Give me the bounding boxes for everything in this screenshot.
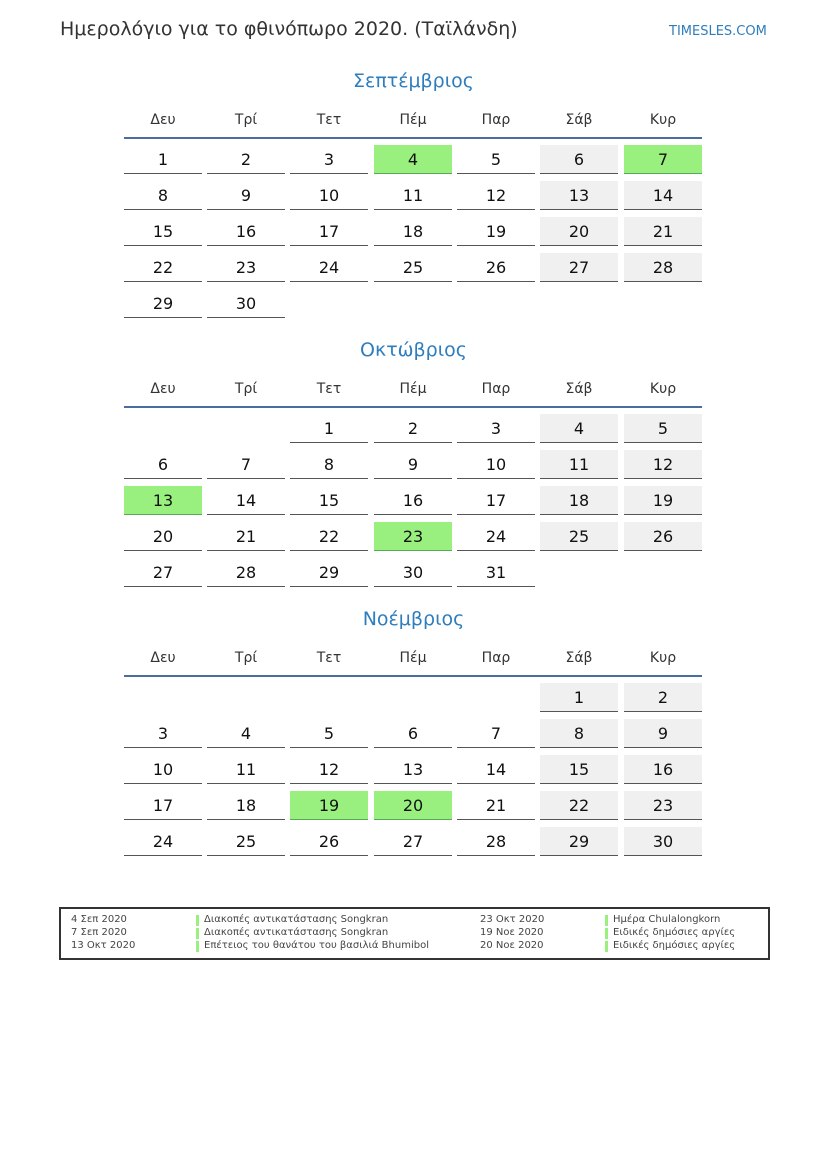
- day-cell: 21: [457, 791, 535, 820]
- weekday-label: Τρί: [234, 650, 258, 666]
- weekday-label: Δευ: [150, 381, 176, 397]
- day-cell: 21: [624, 217, 702, 246]
- day-cell: 25: [207, 827, 285, 856]
- legend-holiday-name: Ημέρα Chulalongkorn: [613, 914, 721, 925]
- day-cell: 23: [207, 253, 285, 282]
- day-cell: 17: [290, 217, 368, 246]
- legend-date: 20 Νοε 2020: [480, 940, 544, 951]
- day-cell: 26: [624, 522, 702, 551]
- month-title: Νοέμβριος: [362, 608, 465, 630]
- day-cell: 4: [540, 414, 618, 443]
- day-cell: 16: [624, 755, 702, 784]
- holiday-color-bar: [196, 941, 199, 952]
- day-cell: 16: [207, 217, 285, 246]
- weekday-label: Κυρ: [649, 381, 677, 397]
- day-cell: 7: [457, 719, 535, 748]
- weekday-label: Κυρ: [649, 112, 677, 128]
- day-cell: 3: [457, 414, 535, 443]
- day-cell: 27: [540, 253, 618, 282]
- day-cell: 15: [124, 217, 202, 246]
- day-cell: 12: [624, 450, 702, 479]
- day-cell: 7: [207, 450, 285, 479]
- page-title: Ημερολόγιο για το φθινόπωρο 2020. (Ταϊλάνδη): [60, 18, 518, 40]
- day-cell: 28: [207, 558, 285, 587]
- day-cell: 5: [457, 145, 535, 174]
- day-cell: 12: [290, 755, 368, 784]
- day-cell: 21: [207, 522, 285, 551]
- day-cell: 8: [124, 181, 202, 210]
- day-cell: 6: [374, 719, 452, 748]
- weekday-label: Δευ: [150, 650, 176, 666]
- holiday-day-cell: 23: [374, 522, 452, 551]
- holiday-legend: [59, 907, 770, 960]
- day-cell: 17: [457, 486, 535, 515]
- weekday-header: [124, 381, 702, 399]
- day-cell: 19: [457, 217, 535, 246]
- day-cell: 6: [540, 145, 618, 174]
- day-cell: 1: [540, 683, 618, 712]
- weekday-label: Δευ: [150, 112, 176, 128]
- weekday-label: Τρί: [234, 112, 258, 128]
- day-cell: 5: [290, 719, 368, 748]
- day-cell: 14: [624, 181, 702, 210]
- day-cell: 22: [124, 253, 202, 282]
- day-cell: 14: [207, 486, 285, 515]
- day-cell: 10: [124, 755, 202, 784]
- day-cell: 14: [457, 755, 535, 784]
- day-cell: 29: [540, 827, 618, 856]
- holiday-day-cell: 13: [124, 486, 202, 515]
- day-cell: 1: [124, 145, 202, 174]
- day-cell: 25: [540, 522, 618, 551]
- day-cell: 28: [457, 827, 535, 856]
- weekday-header: [124, 112, 702, 130]
- day-cell: 10: [457, 450, 535, 479]
- weekday-label: Τετ: [316, 381, 342, 397]
- weekday-header: [124, 650, 702, 668]
- day-cell: 8: [540, 719, 618, 748]
- legend-date: 13 Οκτ 2020: [71, 940, 136, 951]
- holiday-day-cell: 20: [374, 791, 452, 820]
- day-cell: 13: [540, 181, 618, 210]
- day-cell: 29: [124, 289, 202, 318]
- holiday-color-bar: [196, 928, 199, 939]
- day-cell: 29: [290, 558, 368, 587]
- day-cell: 5: [624, 414, 702, 443]
- day-cell: 19: [624, 486, 702, 515]
- holiday-day-cell: 7: [624, 145, 702, 174]
- weekday-label: Παρ: [481, 381, 511, 397]
- day-cell: 12: [457, 181, 535, 210]
- day-cell: 30: [374, 558, 452, 587]
- day-cell: 15: [540, 755, 618, 784]
- legend-date: 4 Σεπ 2020: [71, 914, 127, 925]
- holiday-day-cell: 19: [290, 791, 368, 820]
- day-cell: 8: [290, 450, 368, 479]
- day-cell: 1: [290, 414, 368, 443]
- weekday-label: Σάβ: [565, 650, 593, 666]
- day-cell: 6: [124, 450, 202, 479]
- day-cell: 24: [457, 522, 535, 551]
- day-cell: 22: [540, 791, 618, 820]
- holiday-color-bar: [605, 915, 608, 926]
- legend-date: 19 Νοε 2020: [480, 927, 544, 938]
- month-title: Οκτώβριος: [360, 339, 467, 361]
- weekday-label: Σάβ: [565, 381, 593, 397]
- holiday-color-bar: [605, 941, 608, 952]
- weekday-label: Πέμ: [399, 381, 427, 397]
- day-cell: 15: [290, 486, 368, 515]
- day-cell: 16: [374, 486, 452, 515]
- month-title: Σεπτέμβριος: [353, 70, 474, 92]
- day-cell: 9: [624, 719, 702, 748]
- day-cell: 26: [457, 253, 535, 282]
- day-cell: 30: [207, 289, 285, 318]
- day-cell: 24: [290, 253, 368, 282]
- day-cell: 11: [540, 450, 618, 479]
- weekday-label: Τετ: [316, 112, 342, 128]
- day-cell: 25: [374, 253, 452, 282]
- day-cell: 20: [540, 217, 618, 246]
- weekday-label: Σάβ: [565, 112, 593, 128]
- day-cell: 13: [374, 755, 452, 784]
- day-cell: 31: [457, 558, 535, 587]
- day-cell: 18: [207, 791, 285, 820]
- holiday-color-bar: [605, 928, 608, 939]
- day-cell: 23: [624, 791, 702, 820]
- day-cell: 27: [374, 827, 452, 856]
- day-cell: 9: [207, 181, 285, 210]
- header-rule: [124, 137, 702, 139]
- day-cell: 26: [290, 827, 368, 856]
- weekday-label: Παρ: [481, 112, 511, 128]
- legend-holiday-name: Ειδικές δημόσιες αργίες: [613, 927, 736, 938]
- legend-date: 23 Οκτ 2020: [480, 914, 545, 925]
- legend-holiday-name: Επέτειος του θανάτου του βασιλιά Bhumibol: [204, 940, 429, 951]
- day-cell: 9: [374, 450, 452, 479]
- day-cell: 30: [624, 827, 702, 856]
- day-cell: 11: [207, 755, 285, 784]
- weekday-label: Πέμ: [399, 112, 427, 128]
- day-cell: 22: [290, 522, 368, 551]
- day-cell: 2: [624, 683, 702, 712]
- day-cell: 3: [124, 719, 202, 748]
- day-cell: 17: [124, 791, 202, 820]
- day-cell: 2: [207, 145, 285, 174]
- day-cell: 18: [540, 486, 618, 515]
- day-cell: 20: [124, 522, 202, 551]
- day-cell: 27: [124, 558, 202, 587]
- weekday-label: Πέμ: [399, 650, 427, 666]
- weekday-label: Κυρ: [649, 650, 677, 666]
- legend-date: 7 Σεπ 2020: [71, 927, 127, 938]
- day-cell: 18: [374, 217, 452, 246]
- day-cell: 11: [374, 181, 452, 210]
- header-rule: [124, 675, 702, 677]
- legend-holiday-name: Ειδικές δημόσιες αργίες: [613, 940, 736, 951]
- holiday-day-cell: 4: [374, 145, 452, 174]
- header-rule: [124, 406, 702, 408]
- day-cell: 28: [624, 253, 702, 282]
- weekday-label: Παρ: [481, 650, 511, 666]
- day-cell: 4: [207, 719, 285, 748]
- day-cell: 10: [290, 181, 368, 210]
- legend-holiday-name: Διακοπές αντικατάστασης Songkran: [204, 927, 389, 938]
- day-cell: 24: [124, 827, 202, 856]
- weekday-label: Τετ: [316, 650, 342, 666]
- site-brand-link[interactable]: TIMESLES.COM: [669, 24, 767, 39]
- holiday-color-bar: [196, 915, 199, 926]
- day-cell: 2: [374, 414, 452, 443]
- legend-holiday-name: Διακοπές αντικατάστασης Songkran: [204, 914, 389, 925]
- day-cell: 3: [290, 145, 368, 174]
- weekday-label: Τρί: [234, 381, 258, 397]
